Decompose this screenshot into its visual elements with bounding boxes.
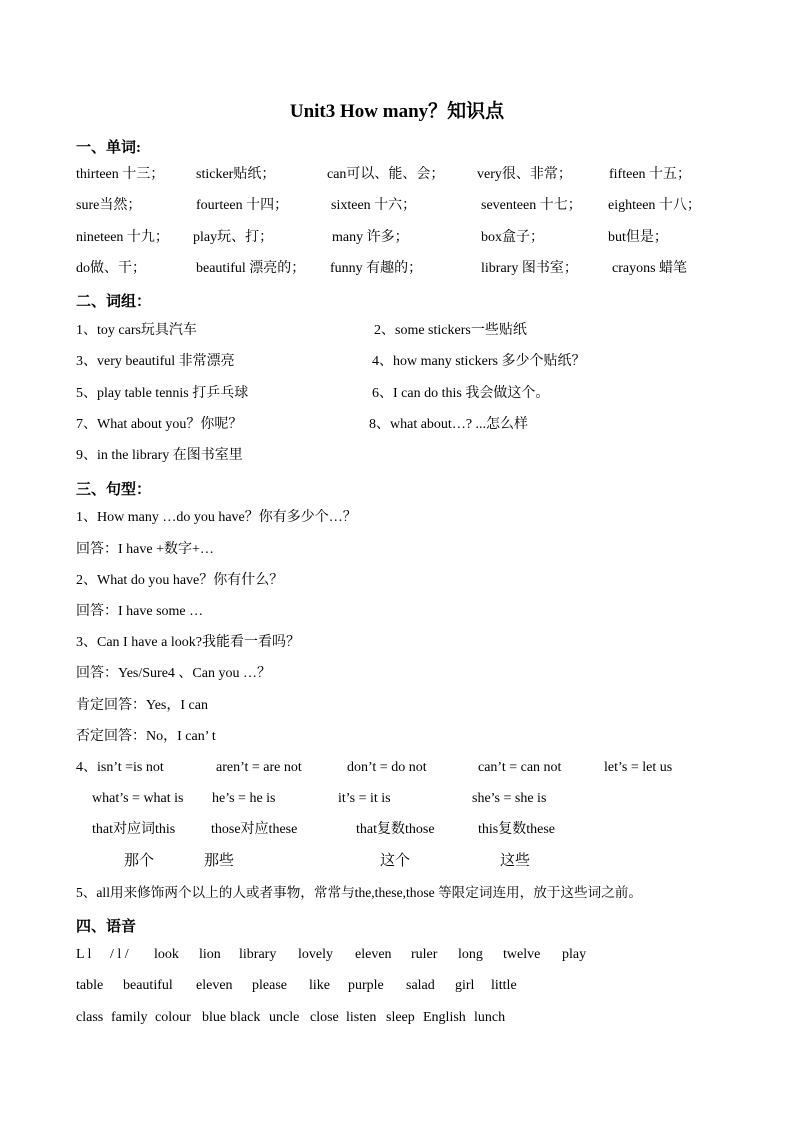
- vocab-item: library 图书室；: [481, 261, 578, 276]
- phrase-item: 9、in the library 在图书室里: [76, 448, 243, 463]
- phonics-word: close: [310, 1010, 339, 1025]
- phonics-word: table: [76, 978, 104, 993]
- contraction-item: it’s = it is: [338, 791, 391, 806]
- contraction-item: can’t = can not: [478, 760, 562, 775]
- phrase-item: 4、how many stickers 多少个贴纸？: [372, 354, 586, 369]
- section-heading-phonics: 四、语音: [76, 919, 137, 935]
- vocab-item: but但是；: [608, 230, 668, 245]
- meaning-item: 这些: [500, 853, 531, 869]
- phonics-word: please: [252, 978, 287, 993]
- phonics-letter: L l: [76, 947, 92, 962]
- phonics-word: eleven: [355, 947, 392, 962]
- phonics-word: twelve: [503, 947, 541, 962]
- phonics-word: eleven: [196, 978, 233, 993]
- vocab-item: sure当然；: [76, 198, 142, 213]
- vocab-item: many 许多；: [332, 230, 409, 245]
- contraction-item: don’t = do not: [347, 760, 427, 775]
- vocab-item: nineteen 十九；: [76, 230, 169, 245]
- phonics-word: girl: [455, 978, 475, 993]
- phonics-word: play: [562, 947, 587, 962]
- demonstrative-item: that对应词this: [92, 822, 176, 837]
- vocab-item: sixteen 十六；: [331, 198, 417, 213]
- contraction-item: she’s = she is: [472, 791, 547, 806]
- phrase-item: 7、What about you？你呢？: [76, 417, 243, 432]
- phonics-word: listen: [346, 1010, 377, 1025]
- phonics-word: purple: [348, 978, 384, 993]
- vocab-item: do做、干；: [76, 261, 146, 276]
- phrase-item: 8、what about…? ...怎么样: [369, 417, 529, 432]
- phonics-word: salad: [406, 978, 435, 993]
- vocab-item: fifteen 十五；: [609, 167, 692, 182]
- phonics-word: colour: [155, 1010, 191, 1025]
- phonics-word: lion: [199, 947, 221, 962]
- vocab-item: thirteen 十三；: [76, 167, 165, 182]
- contraction-item: he’s = he is: [212, 791, 276, 806]
- phonics-word: little: [491, 978, 517, 993]
- vocab-item: box盒子；: [481, 230, 544, 245]
- vocab-item: beautiful 漂亮的；: [196, 261, 306, 276]
- phonics-word: like: [309, 978, 330, 993]
- contraction-item: aren’t = are not: [216, 760, 302, 775]
- phonics-word: blue: [202, 1010, 227, 1025]
- sentence-line: 回答：I have +数字+…: [76, 542, 214, 557]
- phonics-word: lovely: [298, 947, 333, 962]
- vocab-item: sticker贴纸；: [196, 167, 276, 182]
- sentence-line: 1、How many …do you have？你有多少个…？: [76, 510, 357, 525]
- vocab-item: very很、非常；: [477, 167, 572, 182]
- section-heading-vocabulary: 一、单词:: [76, 140, 141, 156]
- phonics-word: family: [111, 1010, 148, 1025]
- phonics-word: lunch: [474, 1010, 506, 1025]
- vocab-item: seventeen 十七；: [481, 198, 582, 213]
- contraction-item: let’s = let us: [604, 760, 673, 775]
- meaning-item: 这个: [380, 853, 411, 869]
- demonstrative-item: those对应these: [211, 822, 298, 837]
- phonics-word: ruler: [411, 947, 438, 962]
- phrase-item: 3、very beautiful 非常漂亮: [76, 354, 235, 369]
- phonics-word: long: [458, 947, 483, 962]
- sentence-line: 2、What do you have？你有什么？: [76, 573, 284, 588]
- vocab-item: crayons 蜡笔: [612, 261, 688, 276]
- sentence-line: 回答：Yes/Sure4 、Can you …？: [76, 666, 271, 681]
- usage-note: 5、all用来修饰两个以上的人或者事物，常常与the,these,those 等限定词连用，放于这些词之前。: [76, 885, 642, 900]
- vocab-item: funny 有趣的；: [330, 261, 423, 276]
- phrase-item: 1、toy cars玩具汽车: [76, 323, 197, 338]
- vocab-item: fourteen 十四；: [196, 198, 289, 213]
- demonstrative-item: that复数those: [356, 822, 435, 837]
- vocab-item: can可以、能、会；: [327, 167, 445, 182]
- phrase-item: 6、I can do this 我会做这个。: [372, 386, 550, 401]
- contraction-item: what’s = what is: [92, 791, 184, 806]
- contraction-item: 4、isn’t =is not: [76, 760, 164, 775]
- phonics-word: English: [423, 1010, 466, 1025]
- sentence-line: 肯定回答：Yes，I can: [76, 698, 208, 713]
- phonics-word: look: [154, 947, 179, 962]
- phonics-word: uncle: [269, 1010, 300, 1025]
- demonstrative-item: this复数these: [478, 822, 555, 837]
- section-heading-sentences: 三、句型：: [76, 482, 152, 498]
- vocab-item: play玩、打；: [193, 230, 274, 245]
- phonics-word: sleep: [386, 1010, 415, 1025]
- sentence-line: 回答：I have some …: [76, 604, 204, 619]
- sentence-line: 否定回答：No，I can’ t: [76, 729, 216, 744]
- sentence-line: 3、Can I have a look?我能看一看吗？: [76, 635, 300, 650]
- meaning-item: 那些: [204, 853, 235, 869]
- page-title: Unit3 How many？知识点: [289, 101, 505, 122]
- vocab-item: eighteen 十八；: [608, 198, 701, 213]
- phonics-word: beautiful: [123, 978, 173, 993]
- phonics-symbol: / l /: [110, 947, 129, 962]
- phonics-word: black: [230, 1010, 261, 1025]
- phonics-word: library: [239, 947, 277, 962]
- phonics-word: class: [76, 1010, 104, 1025]
- section-heading-phrases: 二、词组：: [76, 294, 152, 310]
- phrase-item: 5、play table tennis 打乒乓球: [76, 386, 249, 401]
- phrase-item: 2、some stickers一些贴纸: [374, 323, 527, 338]
- meaning-item: 那个: [124, 853, 155, 869]
